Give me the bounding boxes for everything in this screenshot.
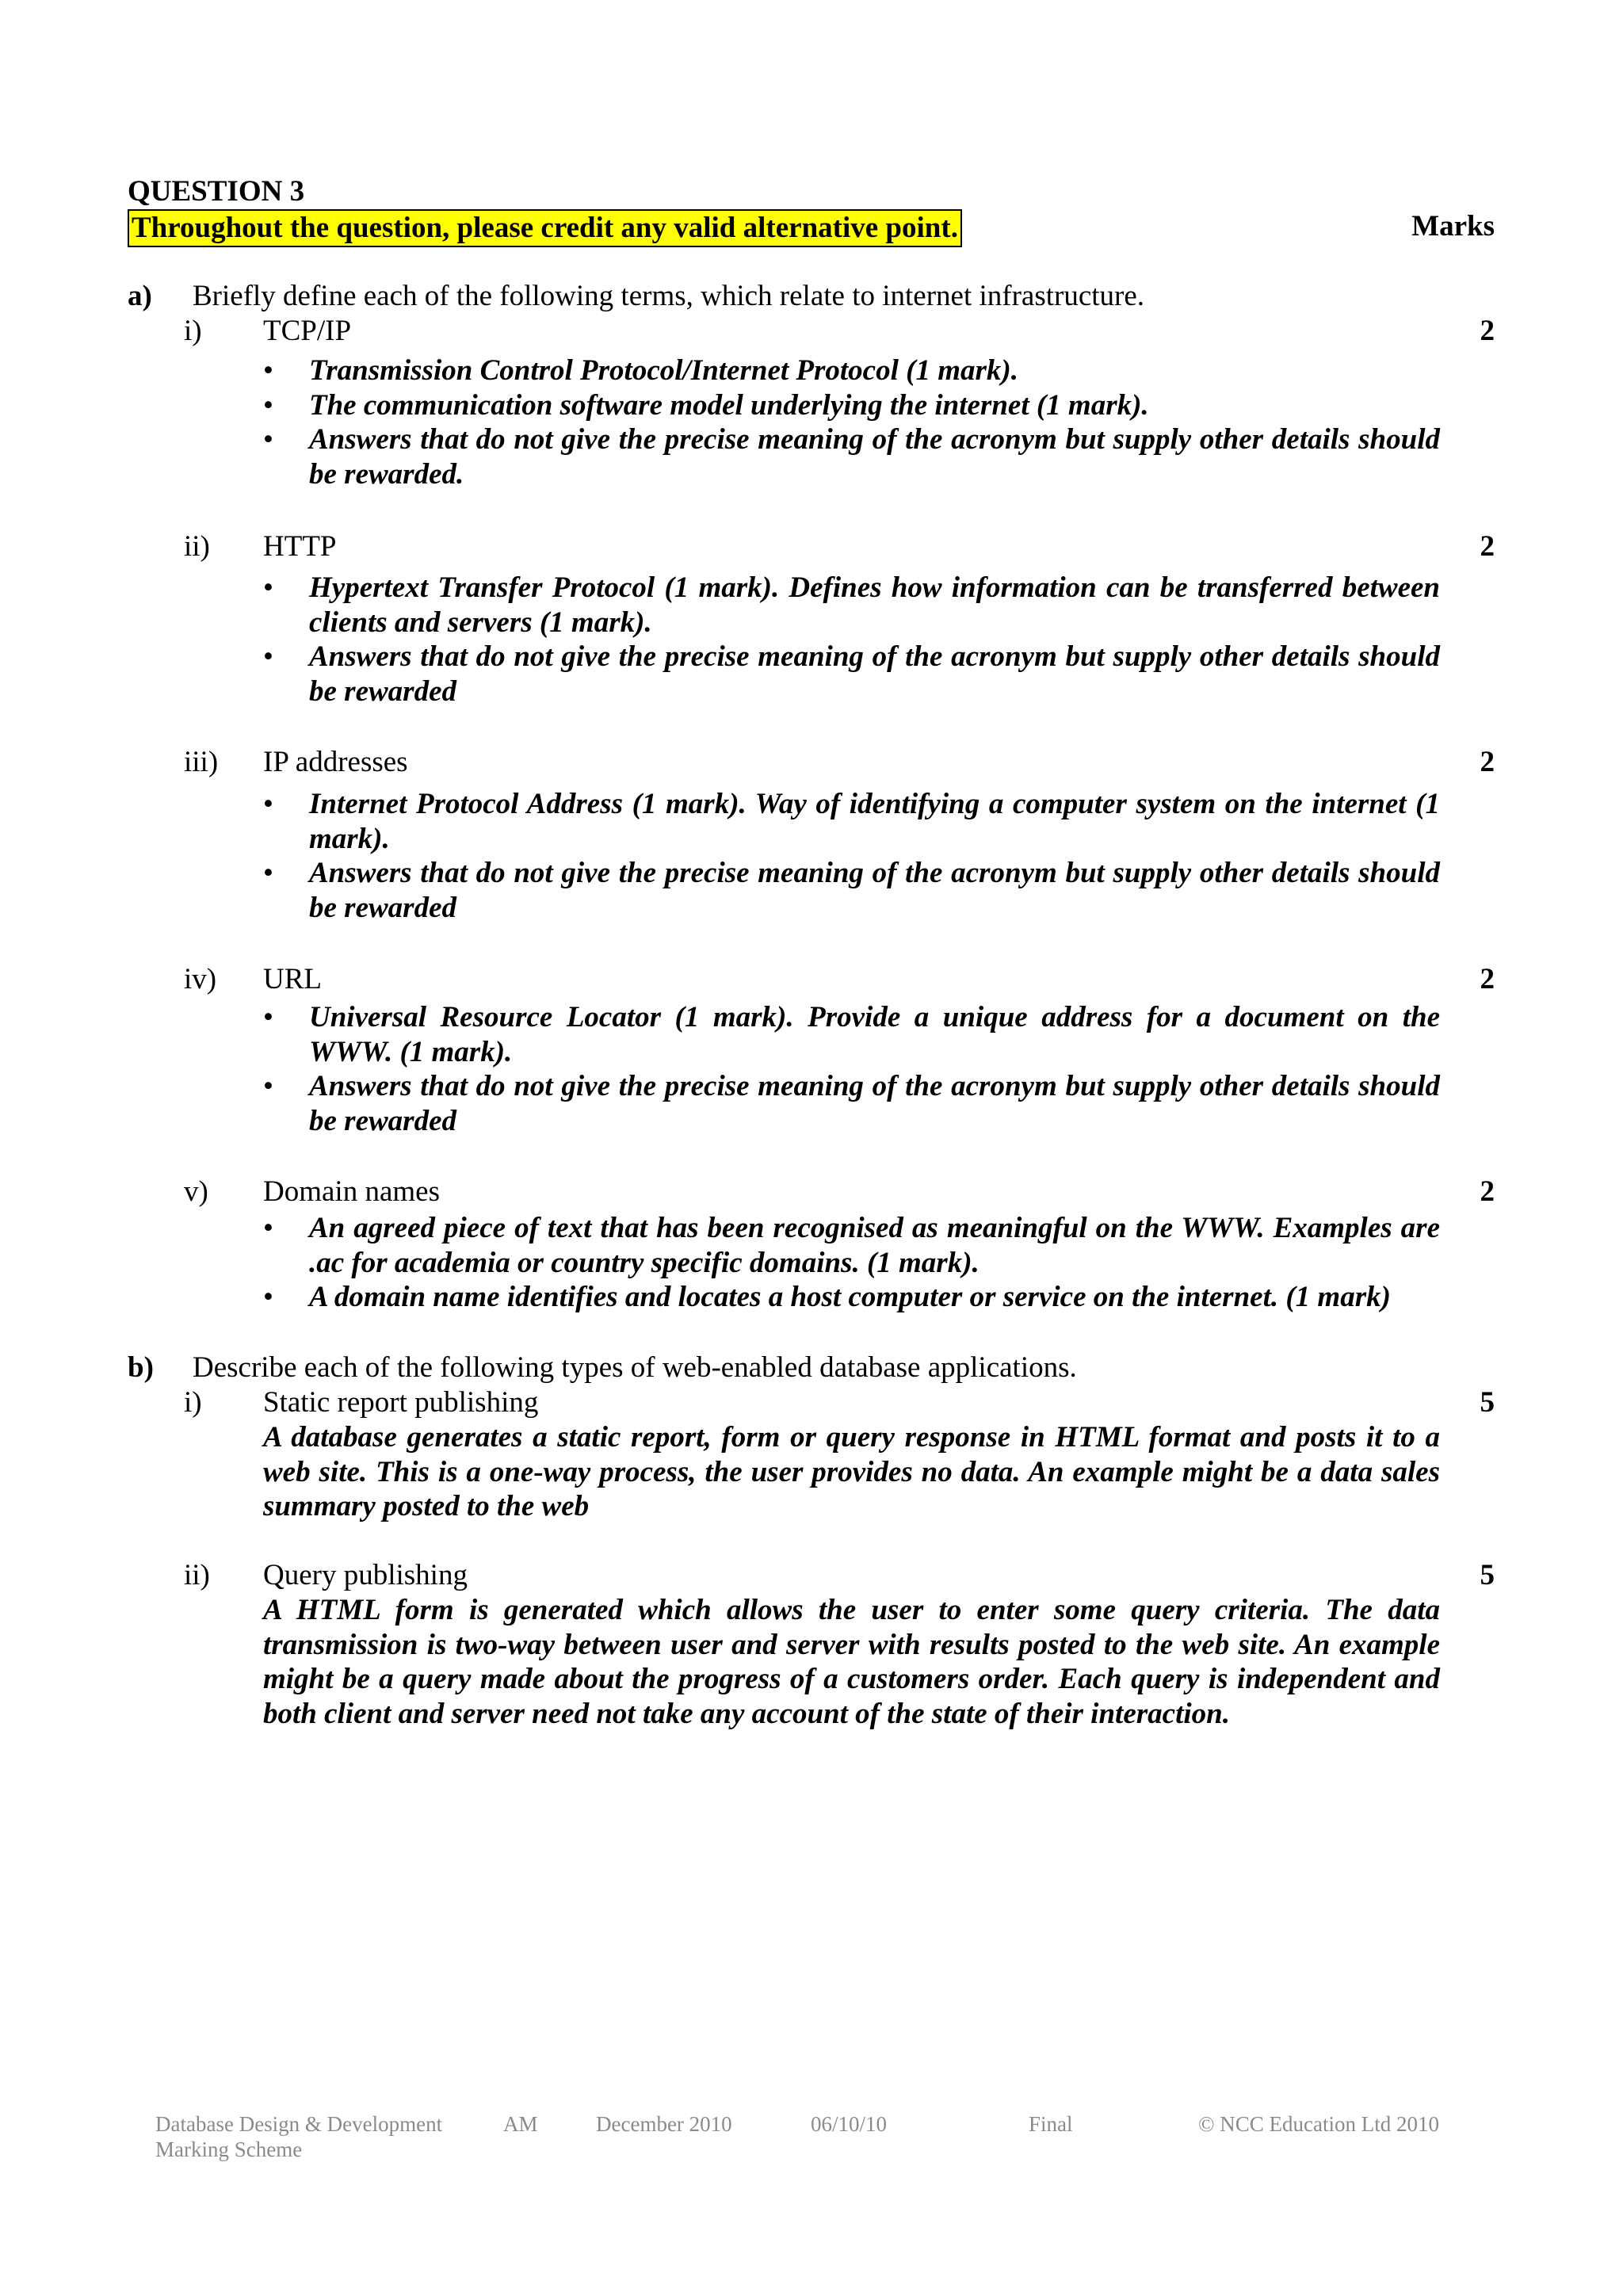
list-item: • The communication software model underlying the internet (1 mark). [263,388,1149,422]
item-term: Domain names [263,1175,440,1208]
footer-status: Final [1029,2112,1073,2136]
part-a-label: a) [128,280,152,312]
item-marks: 2 [1480,963,1495,995]
question-title: QUESTION 3 [128,175,305,208]
part-b-label: b) [128,1351,154,1384]
item-term: Query publishing [263,1559,468,1591]
list-item: • Transmission Control Protocol/Internet Protocol (1 mark). [263,354,1018,387]
item-marks: 2 [1480,746,1495,778]
answer-text: A database generates a static report, form or query response in HTML format and posts it to a web site. This is a one-way process, the user provides no data. An example might be a data sales summary posted to the web [263,1421,1440,1522]
item-marks: 2 [1480,315,1495,347]
bullet-list [263,571,1440,709]
footer-document-type: Marking Scheme [155,2137,303,2161]
item-marks: 5 [1480,1559,1495,1591]
instruction-highlight: Throughout the question, please credit any valid alternative point. [128,209,962,247]
part-b-prompt: Describe each of the following types of web-enabled database applications. [193,1351,1077,1384]
item-term: HTTP [263,530,337,563]
item-number: iii) [184,746,219,778]
bullet-list [263,353,1440,491]
bullet-icon: • [263,388,273,422]
list-item: • Answers that do not give the precise meaning of the acronym but supply other details should be rewarded [263,1070,1440,1137]
list-item: • Answers that do not give the precise meaning of the acronym but supply other details should be rewarded. [263,423,1440,491]
bullet-icon: • [263,788,273,820]
item-number: i) [184,315,202,347]
item-marks: 2 [1480,1175,1495,1208]
bullet-icon: • [263,640,273,673]
list-item: • A domain name identifies and locates a host computer or service on the internet. (1 mark) [263,1281,1391,1313]
marks-column-heading: Marks [1411,210,1495,243]
footer-date: 06/10/10 [811,2112,888,2136]
part-a-prompt: Briefly define each of the following terms, which relate to internet infrastructure. [193,280,1145,312]
item-term: IP addresses [263,746,408,778]
bullet-list [263,1000,1440,1138]
bullet-icon: • [263,1001,273,1033]
bullet-list [263,787,1440,925]
bullet-list [263,1211,1440,1315]
list-item: • Hypertext Transfer Protocol (1 mark). Defines how information can be transferred between clients and servers (1 mark). [263,571,1440,639]
list-item: • Answers that do not give the precise meaning of the acronym but supply other details should be rewarded [263,857,1440,924]
bullet-icon: • [263,1212,273,1244]
footer-initials: AM [503,2112,538,2136]
footer-copyright: © NCC Education Ltd 2010 [1198,2112,1439,2136]
list-item: • Answers that do not give the precise meaning of the acronym but supply other details should be rewarded [263,640,1440,708]
bullet-icon: • [263,1281,273,1313]
item-number: iv) [184,963,217,995]
list-item: • An agreed piece of text that has been recognised as meaningful on the WWW. Examples are .ac for academia or country specific domains. (1 mark). [263,1212,1440,1279]
item-marks: 5 [1480,1386,1495,1419]
item-number: v) [184,1175,208,1208]
bullet-icon: • [263,354,273,387]
item-number: i) [184,1386,202,1419]
footer-session: December 2010 [596,2112,732,2136]
item-term: TCP/IP [263,315,352,347]
bullet-icon: • [263,857,273,889]
item-number: ii) [184,530,210,563]
list-item: • Universal Resource Locator (1 mark). Provide a unique address for a document on the WWW. (1 mark). [263,1001,1440,1068]
footer-course: Database Design & Development [155,2112,443,2136]
bullet-icon: • [263,1070,273,1102]
answer-text: A HTML form is generated which allows the user to enter some query criteria. The data transmission is two-way between user and server with results posted to the web site. An example might be a query made about the progress of a customers order. Each query is independent and both client and server need not take any account of the state of their interaction. [263,1594,1440,1730]
list-item: • Internet Protocol Address (1 mark). Way of identifying a computer system on the internet (1 mark). [263,788,1440,855]
item-term: Static report publishing [263,1386,539,1419]
bullet-icon: • [263,423,273,456]
item-term: URL [263,963,322,995]
bullet-icon: • [263,571,273,604]
item-marks: 2 [1480,530,1495,563]
item-number: ii) [184,1559,210,1591]
